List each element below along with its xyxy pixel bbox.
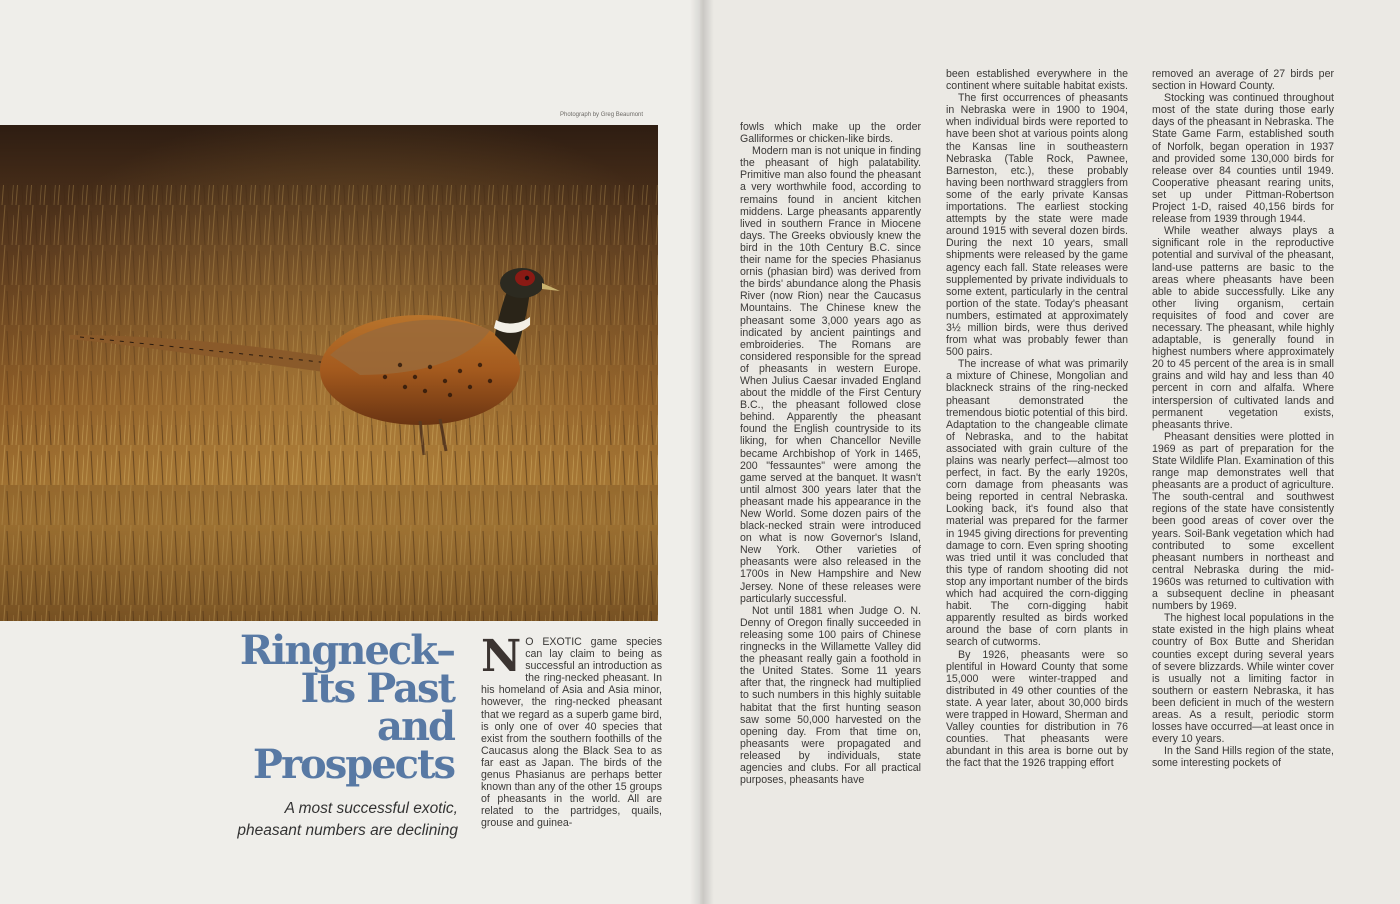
headline-line: Its Past (300, 665, 454, 712)
text-column-1 (481, 631, 662, 830)
paragraph: Pheasant densities were plotted in 1969 as part of preparation for the State Wildlife Plan. Examination of this range map demonstrates well that pheasants are a product of agriculture. The south-central and southwest regions of the state have consistently been good areas of cover over the years. Soil-Bank vegetation which had contributed to some excellent pheasant numbers in northeast and central Nebraska during the mid-1960s was returned to cultivation with a subsequent decline in pheasant numbers by 1969. (1152, 430, 1334, 613)
pheasant-photo (0, 125, 658, 621)
paragraph: In the Sand Hills region of the state, some interesting pockets of (1152, 745, 1334, 770)
article-subhead (200, 798, 458, 842)
paragraph: The highest local populations in the state existed in the high plains wheat country of Box Butte and Sheridan counties except during several years of severe blizzards. While winter cover is usually not a limiting factor in southern or eastern Nebraska, it has been deficient in much of the western areas. As a result, periodic storm losses have occurred—at least once in every 10 years. (1152, 612, 1334, 746)
paragraph: While weather always plays a significant role in the reproductive potential and survival of the pheasant, land-use patterns are basic to the areas where pheasants have been able to abide successfully. Like any other living organism, certain requisites of food and cover are necessary. The pheasant, while highly adaptable, is generally found in highest numbers where approximately 20 to 45 percent of the area is in small grains and wild hay and less than 40 percent in corn and alfalfa. Where interspersion of cultivated lands and permanent vegetation exists, pheasants thrive. (1152, 225, 1334, 431)
paragraph: The increase of what was primarily a mixture of Chinese, Mongolian and blackneck strains of the ring-necked pheasant demonstrated the tremendous biotic potential of this bird. Adaptation to the changeable climate of Nebraska, and to the habitat associated with grain culture of the plains was nearly perfect—almost too perfect, in fact. By the early 1920s, corn damage from pheasants was being reported in central Nebraska. Looking back, it's found also that material was prepared for the farmer in 1945 giving directions for preventing damage to corn. Even spring shooting was tried until it was concluded that this type of random shooting did not stop any important number of the birds which had acquired the corn-digging habit. The corn-digging habit apparently resulted as birds worked around the base of corn plants in search of cutworms. (946, 358, 1128, 649)
paragraph: fowls which make up the order Galliformes or chicken-like birds. (740, 121, 921, 146)
paragraph: Not until 1881 when Judge O. N. Denny of Oregon finally succeeded in releasing some 100 pairs of Chinese ringnecks in the Willamette Valley did the pheasant really gain a foothold in the United States. Some 11 years after that, the ringneck had multiplied to such numbers in this highly suitable habitat that the first hunting season saw some 50,000 harvested on the opening day. From that time on, pheasants were propagated and released by individuals, state agencies and clubs. For all practical purposes, pheasants have (740, 604, 921, 787)
drop-cap: N (481, 631, 522, 682)
text-column-4 (1152, 68, 1334, 769)
photo-credit: Photograph by Greg Beaumont (560, 112, 644, 118)
subhead-line: pheasant numbers are declining (237, 822, 458, 839)
paragraph: been established everywhere in the continent where suitable habitat exists. (946, 68, 1128, 93)
paragraph: The first occurrences of pheasants in Nebraska were in 1900 to 1904, when individual birds were reported to have been shot at various points along the Kansas line in southeastern Nebraska (Table Rock, Pawnee, Barneston, etc.), these probably having been northward stragglers from some of the early private Kansas importations. The earliest stocking attempts by the state were made around 1915 with several dozen birds. During the next 10 years, small shipments were released by the game agency each fall. State releases were supplemented by private individuals to some extent, particularly in the central portion of the state. Today's pheasant numbers, estimated at approximately 3½ million birds, were thus derived from what was probably fewer than 500 pairs. (946, 92, 1128, 359)
text-column-2 (740, 121, 921, 786)
paragraph: By 1926, pheasants were so plentiful in Howard County that some 15,000 were winter-trapped and distributed in 49 other counties of the state. A year later, about 30,000 birds were trapped in Howard, Sherman and Valley counties for distribution in 76 counties. That pheasants were abundant in this area is borne out by the fact that the 1926 trapping effort (946, 648, 1128, 770)
headline-line: Ringneck– (239, 627, 454, 674)
paragraph: removed an average of 27 birds per section in Howard County. (1152, 68, 1334, 93)
paragraph: Modern man is not unique in finding the pheasant of high palatability. Primitive man also found the pheasant a very worthwhile food, according to remains found in ancient kitchen middens. Large pheasants apparently lived in southern France in Miocene days. The Greeks obviously knew the bird in the 10th Century B.C. since their name for the species Phasianus ornis (phasian bird) was derived from the birds' abundance along the Phasis River (now Rion) near the Caucasus Mountains. The Chinese knew the pheasant some 3,000 years ago as indicated by ancient paintings and embroideries. The Romans are considered responsible for the spread of pheasants in western Europe. When Julius Caesar invaded England about the middle of the First Century B.C., the pheasant followed close behind. Apparently the pheasant found the English countryside to its liking, for when Chancellor Neville became Archbishop of York in 1465, 200 "fessauntes" were among the game served at the banquet. It wasn't until almost 300 years later that the pheasant made his appearance in the New World. Some dozen pairs of the black-necked strain were introduced on what is now Governor's Island, New York. Other varieties of pheasants were also released in the 1700s in New Hampshire and New Jersey. None of these releases were particularly successful. (740, 145, 921, 605)
headline-line: and (377, 703, 454, 750)
headline-line: Prospects (252, 741, 454, 788)
article-headline (236, 627, 454, 788)
page-gutter (690, 0, 714, 904)
paragraph: Stocking was continued throughout most of the state during those early days of the pheasant in Nebraska. The State Game Farm, established south of Norfolk, began operation in 1937 and provided some 130,000 birds for release over 84 counties until 1949. Cooperative pheasant rearing units, set up under Pittman-Robertson Project 1-D, raised 40,156 birds for release from 1939 through 1944. (1152, 92, 1334, 226)
paragraph: O EXOTIC game species can lay claim to being as successful an introduction as the ring-necked pheasant. In his homeland of Asia and Asia minor, however, the ring-necked pheasant that we regard as a superb game bird, is only one of over 40 species that exist from the southern foothills of the Caucasus along the Black Sea to as far east as Japan. The birds of the genus Phasianus are perhaps better known than any of the other 15 groups of pheasants in the world. All are related to the partridges, quails, grouse and guinea- (481, 636, 662, 830)
subhead-line: A most successful exotic, (284, 800, 458, 817)
text-column-3 (946, 68, 1128, 769)
